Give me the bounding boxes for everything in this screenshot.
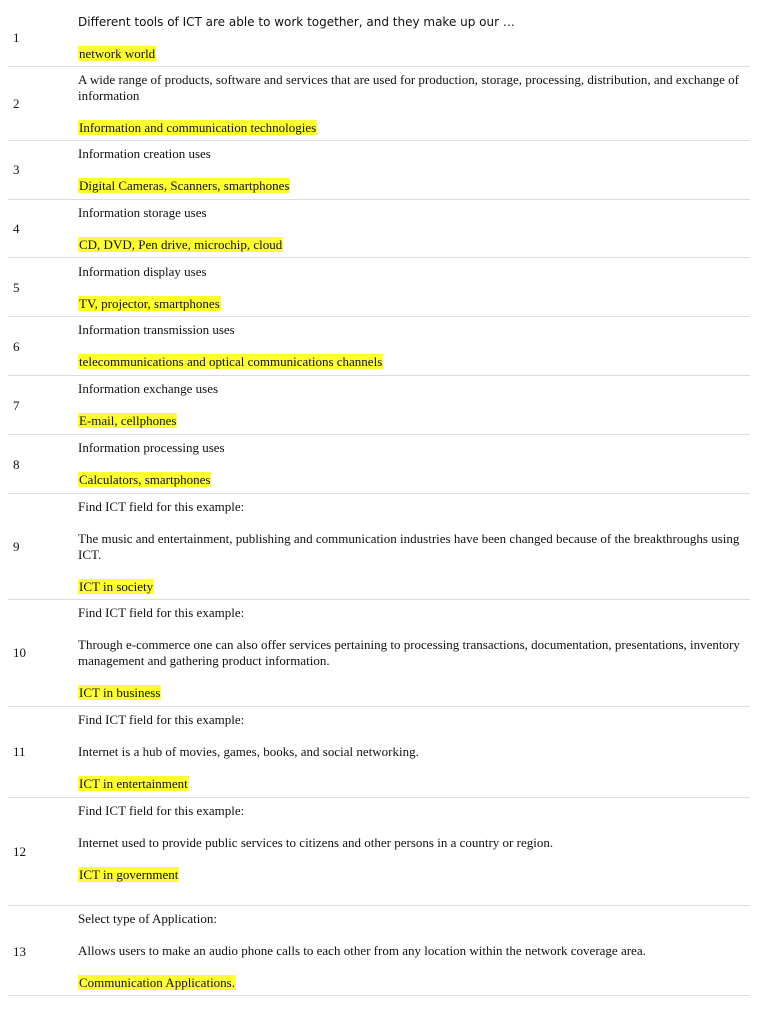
question-prompt: Information display uses [78,264,207,279]
answer-highlight: network world [79,46,156,61]
question-number: 10 [13,645,26,660]
question-number: 12 [13,844,26,859]
answer-highlight: telecommunications and optical communications channels [79,354,383,369]
question-prompt: Find ICT field for this example: [78,605,245,620]
question-row-10 [8,600,750,707]
question-row-1 [8,8,750,67]
question-number: 1 [13,30,20,45]
question-prompt: Information storage uses [78,205,207,220]
answer-highlight: E-mail, cellphones [79,413,177,428]
question-number: 8 [13,457,20,472]
answer-highlight: TV, projector, smartphones [79,296,220,311]
question-example: The music and entertainment, publishing and communication industries have been changed because of the breakthroughs using ICT. [78,531,740,562]
question-row-5 [8,258,750,317]
question-row-4 [8,200,750,258]
answer-highlight: Communication Applications. [79,975,235,990]
question-number: 7 [13,398,20,413]
question-example: Through e-commerce one can also offer services pertaining to processing transactions, documentation, presentations, inventory management and gathering product information. [78,637,740,668]
question-row-11 [8,707,750,798]
question-prompt: Information processing uses [78,440,225,455]
question-example: Internet used to provide public services to citizens and other persons in a country or region. [78,835,554,850]
question-prompt: Find ICT field for this example: [78,712,245,727]
question-row-9 [8,494,750,600]
question-number: 11 [13,744,26,759]
answer-highlight: CD, DVD, Pen drive, microchip, cloud [79,237,283,252]
question-prompt: Find ICT field for this example: [78,499,245,514]
question-row-2 [8,67,750,141]
question-number: 6 [13,339,20,354]
answer-highlight: Calculators, smartphones [79,472,211,487]
question-prompt: Different tools of ICT are able to work together, and they make up our … [78,15,515,29]
answer-highlight: ICT in government [79,867,179,882]
question-number: 9 [13,539,20,554]
question-row-6 [8,317,750,376]
question-number: 13 [13,944,26,959]
question-prompt: Information transmission uses [78,322,235,337]
question-number: 5 [13,280,20,295]
question-example: Internet is a hub of movies, games, books, and social networking. [78,744,419,759]
answer-highlight: ICT in society [79,579,154,594]
question-prompt: Information creation uses [78,146,211,161]
question-row-13 [8,906,750,996]
answer-highlight: Information and communication technologies [79,120,317,135]
question-number: 2 [13,96,20,111]
question-row-8 [8,435,750,494]
answer-highlight: Digital Cameras, Scanners, smartphones [79,178,290,193]
question-prompt: Information exchange uses [78,381,219,396]
question-number: 3 [13,162,20,177]
question-prompt: Find ICT field for this example: [78,803,245,818]
question-row-3 [8,141,750,200]
question-row-7 [8,376,750,435]
question-prompt: A wide range of products, software and services that are used for production, storage, processing, distribution, and exchange of information [78,72,739,103]
answer-highlight: ICT in business [79,685,161,700]
question-number: 4 [13,221,20,236]
question-example: Allows users to make an audio phone calls to each other from any location within the network coverage area. [78,943,646,958]
answer-highlight: ICT in entertainment [79,776,188,791]
question-prompt: Select type of Application: [78,911,217,926]
question-row-12 [8,798,750,906]
